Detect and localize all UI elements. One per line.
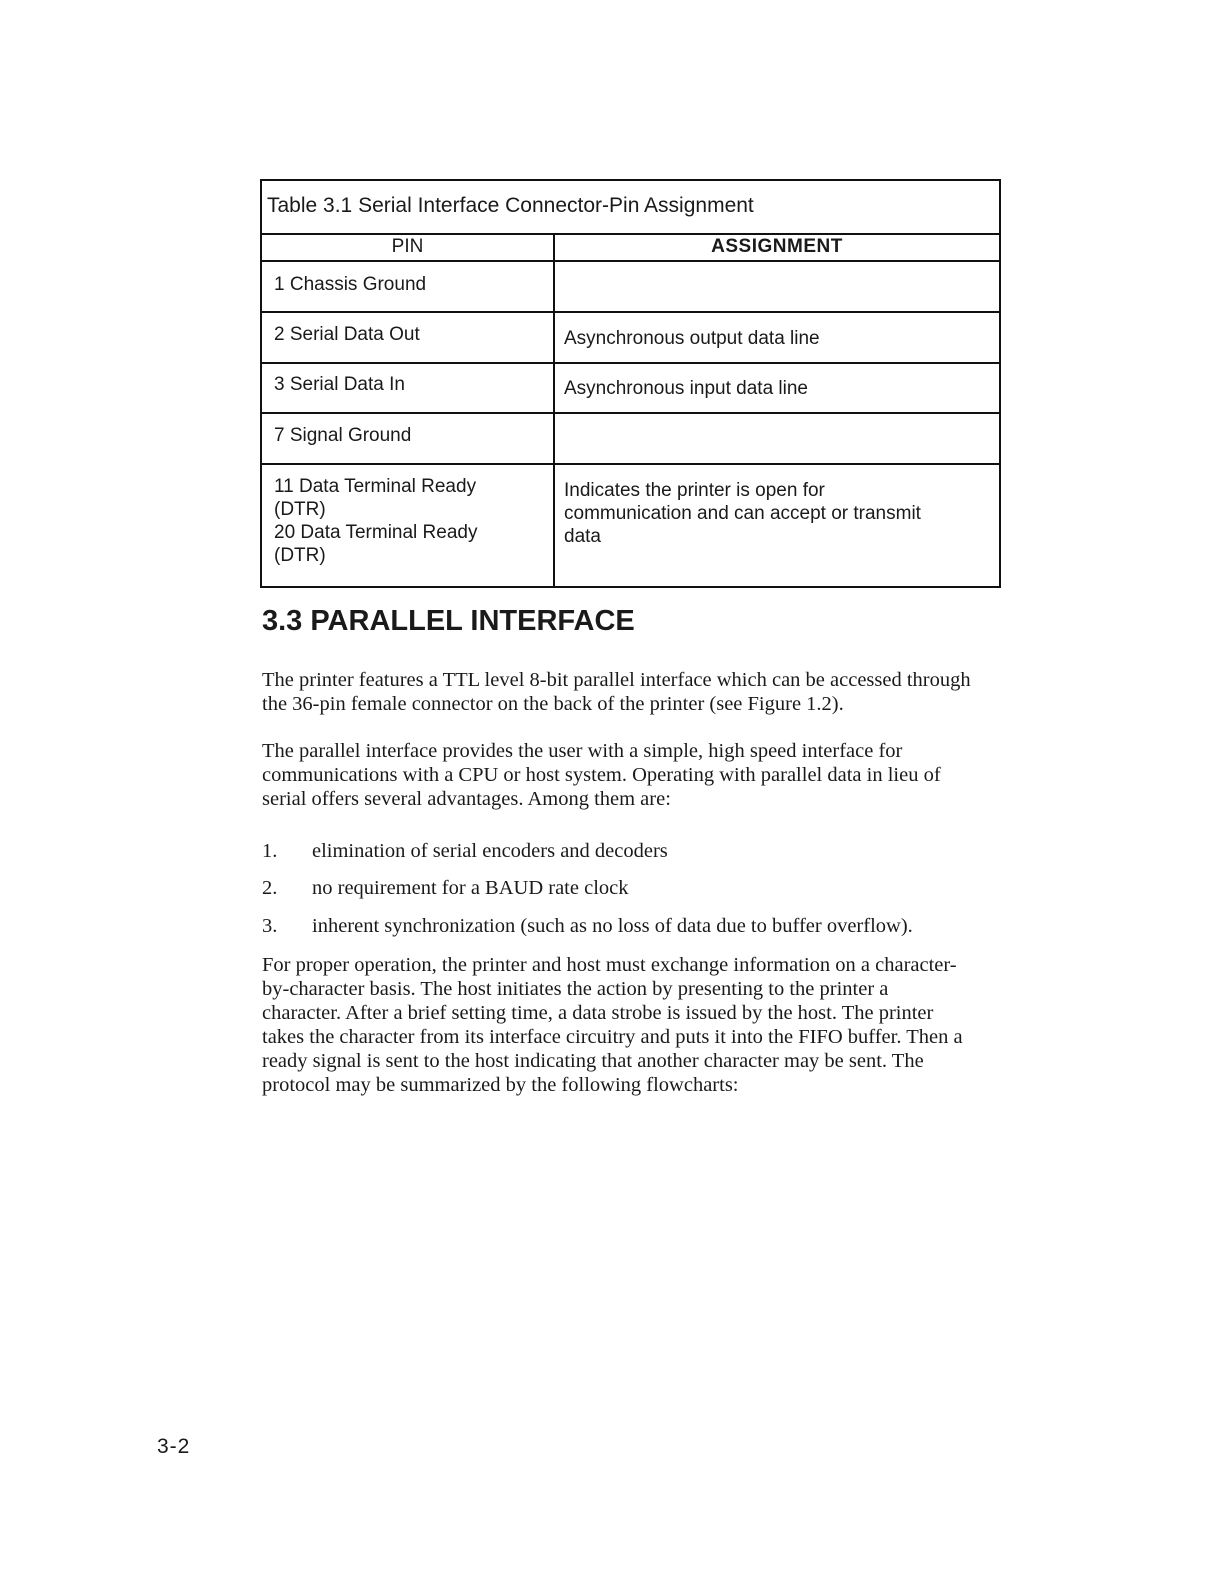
paragraph: For proper operation, the printer and host must exchange information on a character-by-character basis. The host initiates the action by presenting to the printer a character. After a brief setting time, a data strobe is issued by the host. The printer takes the character from its interface circuitry and puts it into the FIFO buffer. Then a ready signal is sent to the host indicating that another character may be sent. The protocol may be summarized by the following flowcharts: <box>262 954 963 1096</box>
table-row-assignment: Asynchronous output data line <box>564 328 820 349</box>
pin-line: (DTR) <box>274 545 326 566</box>
table-row-pin: 7 Signal Ground <box>274 425 412 446</box>
page-number: 3-2 <box>157 1435 191 1458</box>
pin-line: 20 Data Terminal Ready <box>274 522 478 543</box>
list-number: 3. <box>262 915 278 937</box>
table-divider <box>262 311 999 313</box>
pin-line: 11 Data Terminal Ready <box>274 476 477 497</box>
table-row-pin: 3 Serial Data In <box>274 374 405 395</box>
table-row-assignment: Asynchronous input data line <box>564 378 808 399</box>
column-header-pin: PIN <box>391 236 424 257</box>
table-row-pin <box>274 475 544 567</box>
table-row-pin: 1 Chassis Ground <box>274 274 427 295</box>
assignment-line: data <box>564 526 601 547</box>
list-number: 1. <box>262 840 278 862</box>
table-row-pin: 2 Serial Data Out <box>274 324 420 345</box>
table-row-assignment <box>564 479 984 548</box>
list-text: inherent synchronization (such as no loss of data due to buffer overflow). <box>312 915 913 937</box>
paragraph: The parallel interface provides the user with a simple, high speed interface for communications with a CPU or host system. Operating with parallel data in lieu of serial offers several advantages. Among them are: <box>262 740 941 810</box>
table-divider <box>262 233 999 235</box>
table-divider <box>262 412 999 414</box>
pin-assignment-table <box>260 179 1001 588</box>
table-caption: Table 3.1 Serial Interface Connector-Pin Assignment <box>267 194 754 217</box>
table-divider <box>262 260 999 262</box>
list-number: 2. <box>262 877 278 899</box>
list-text: elimination of serial encoders and decoders <box>312 840 668 862</box>
table-divider <box>262 463 999 465</box>
column-header-assignment: ASSIGNMENT <box>711 236 843 257</box>
list-text: no requirement for a BAUD rate clock <box>312 877 629 899</box>
assignment-line: communication and can accept or transmit <box>564 503 921 524</box>
paragraph: The printer features a TTL level 8-bit parallel interface which can be accessed through the 36-pin female connector on the back of the printer (see Figure 1.2). <box>262 669 971 715</box>
section-heading: 3.3 PARALLEL INTERFACE <box>262 605 635 637</box>
column-divider <box>553 233 555 586</box>
assignment-line: Indicates the printer is open for <box>564 480 825 501</box>
pin-line: (DTR) <box>274 499 326 520</box>
table-divider <box>262 362 999 364</box>
